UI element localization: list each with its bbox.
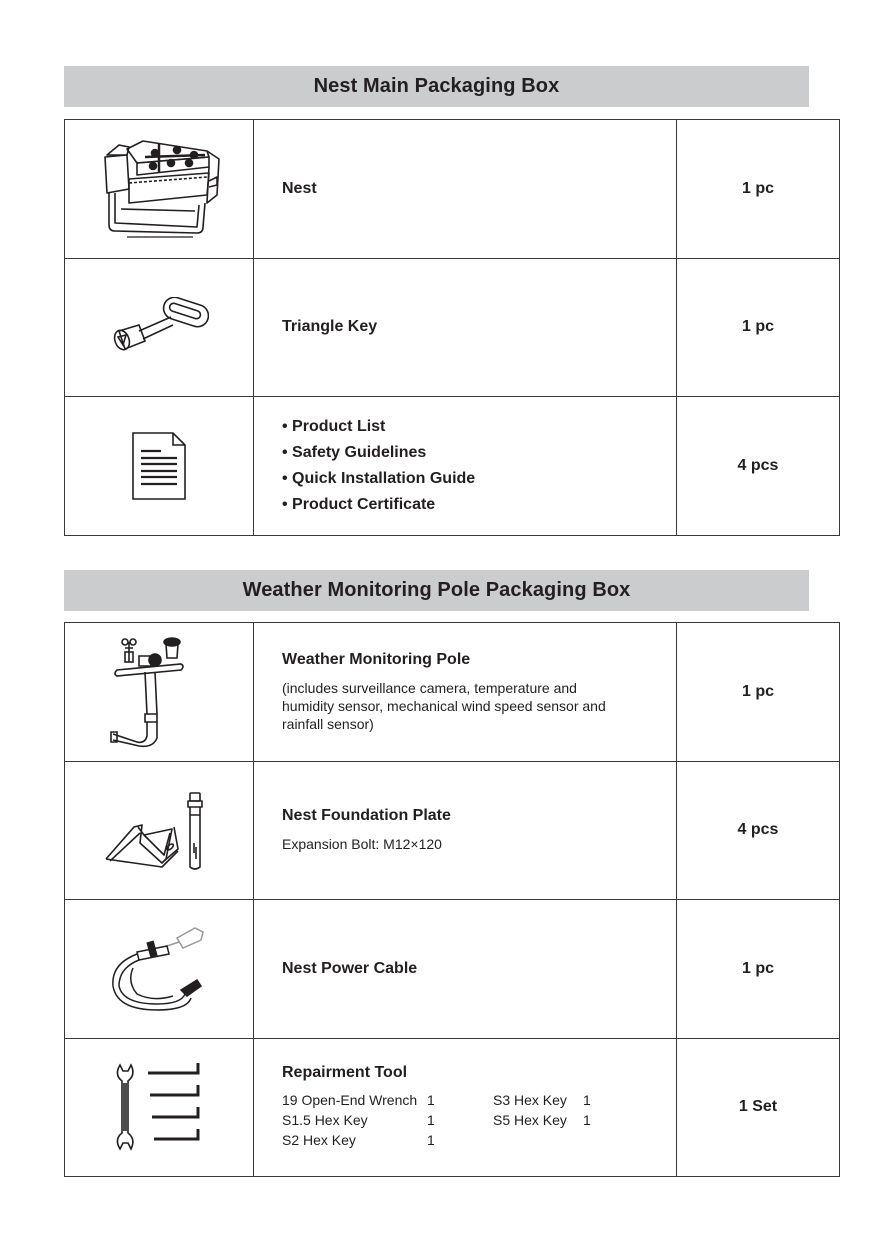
item-name: Weather Monitoring Pole [282, 650, 471, 668]
image-cell [65, 761, 254, 900]
tool-name: S5 Hex Key [493, 1112, 567, 1129]
tool-qty: 1 [427, 1112, 435, 1129]
quantity-cell: 1 pc [677, 900, 840, 1039]
description-cell [254, 1038, 677, 1177]
description-cell [254, 397, 677, 536]
section-header-weather-pole [64, 570, 809, 611]
item-name: Nest Foundation Plate [282, 807, 451, 825]
tool-set-icon [114, 1061, 204, 1153]
tool-qty: 1 [427, 1132, 435, 1149]
document-icon [131, 431, 187, 501]
description-cell [254, 761, 677, 900]
quantity-cell: 4 pcs [677, 397, 840, 536]
section-title: Nest Main Packaging Box [313, 75, 560, 97]
document-list [282, 414, 676, 518]
item-name: Triangle Key [282, 318, 378, 336]
tool-name: S3 Hex Key [493, 1092, 567, 1109]
item-name: Repairment Tool [282, 1064, 408, 1082]
quantity-cell: 1 pc [677, 623, 840, 762]
weather-pole-icon [109, 636, 209, 748]
description-cell [254, 258, 677, 397]
image-cell [65, 120, 254, 259]
list-item: • Product List [282, 417, 386, 435]
item-name: Nest [282, 179, 317, 197]
image-cell [65, 397, 254, 536]
foundation-plate-icon [104, 789, 214, 871]
weather-pole-package-table [64, 622, 840, 1177]
tool-qty: 1 [583, 1112, 591, 1129]
table-row [65, 120, 840, 259]
quantity-cell: 1 pc [677, 258, 840, 397]
list-item: • Product Certificate [282, 495, 436, 513]
tool-name: S1.5 Hex Key [282, 1112, 368, 1129]
item-description: (includes surveillance camera, temperature and humidity sensor, mechanical wind speed sensor and rainfall sensor) [282, 679, 606, 732]
image-cell [65, 900, 254, 1039]
quantity-cell: 1 Set [677, 1038, 840, 1177]
table-row [65, 900, 840, 1039]
description-cell [254, 900, 677, 1039]
item-description: Expansion Bolt: M12×120 [282, 836, 442, 853]
description-cell [254, 120, 677, 259]
image-cell [65, 258, 254, 397]
image-cell [65, 1038, 254, 1177]
tool-qty: 1 [583, 1092, 591, 1109]
tool-name: S2 Hex Key [282, 1132, 356, 1149]
list-item: • Safety Guidelines [282, 443, 427, 461]
section-header-nest-main [64, 66, 809, 107]
table-row [65, 623, 840, 762]
section-title: Weather Monitoring Pole Packaging Box [242, 579, 631, 601]
quantity-cell: 4 pcs [677, 761, 840, 900]
triangle-key-icon [109, 297, 209, 357]
description-cell [254, 623, 677, 762]
table-row [65, 258, 840, 397]
list-item: • Quick Installation Guide [282, 469, 476, 487]
tool-name: 19 Open-End Wrench [282, 1092, 418, 1109]
power-cable-icon [107, 924, 211, 1014]
quantity-cell: 1 pc [677, 120, 840, 259]
table-row [65, 1038, 840, 1177]
tool-qty: 1 [427, 1092, 435, 1109]
nest-main-package-table [64, 119, 840, 536]
image-cell [65, 623, 254, 762]
table-row [65, 761, 840, 900]
tool-list [282, 1090, 676, 1150]
table-row [65, 397, 840, 536]
item-name: Nest Power Cable [282, 959, 418, 977]
nest-device-icon [97, 133, 221, 245]
